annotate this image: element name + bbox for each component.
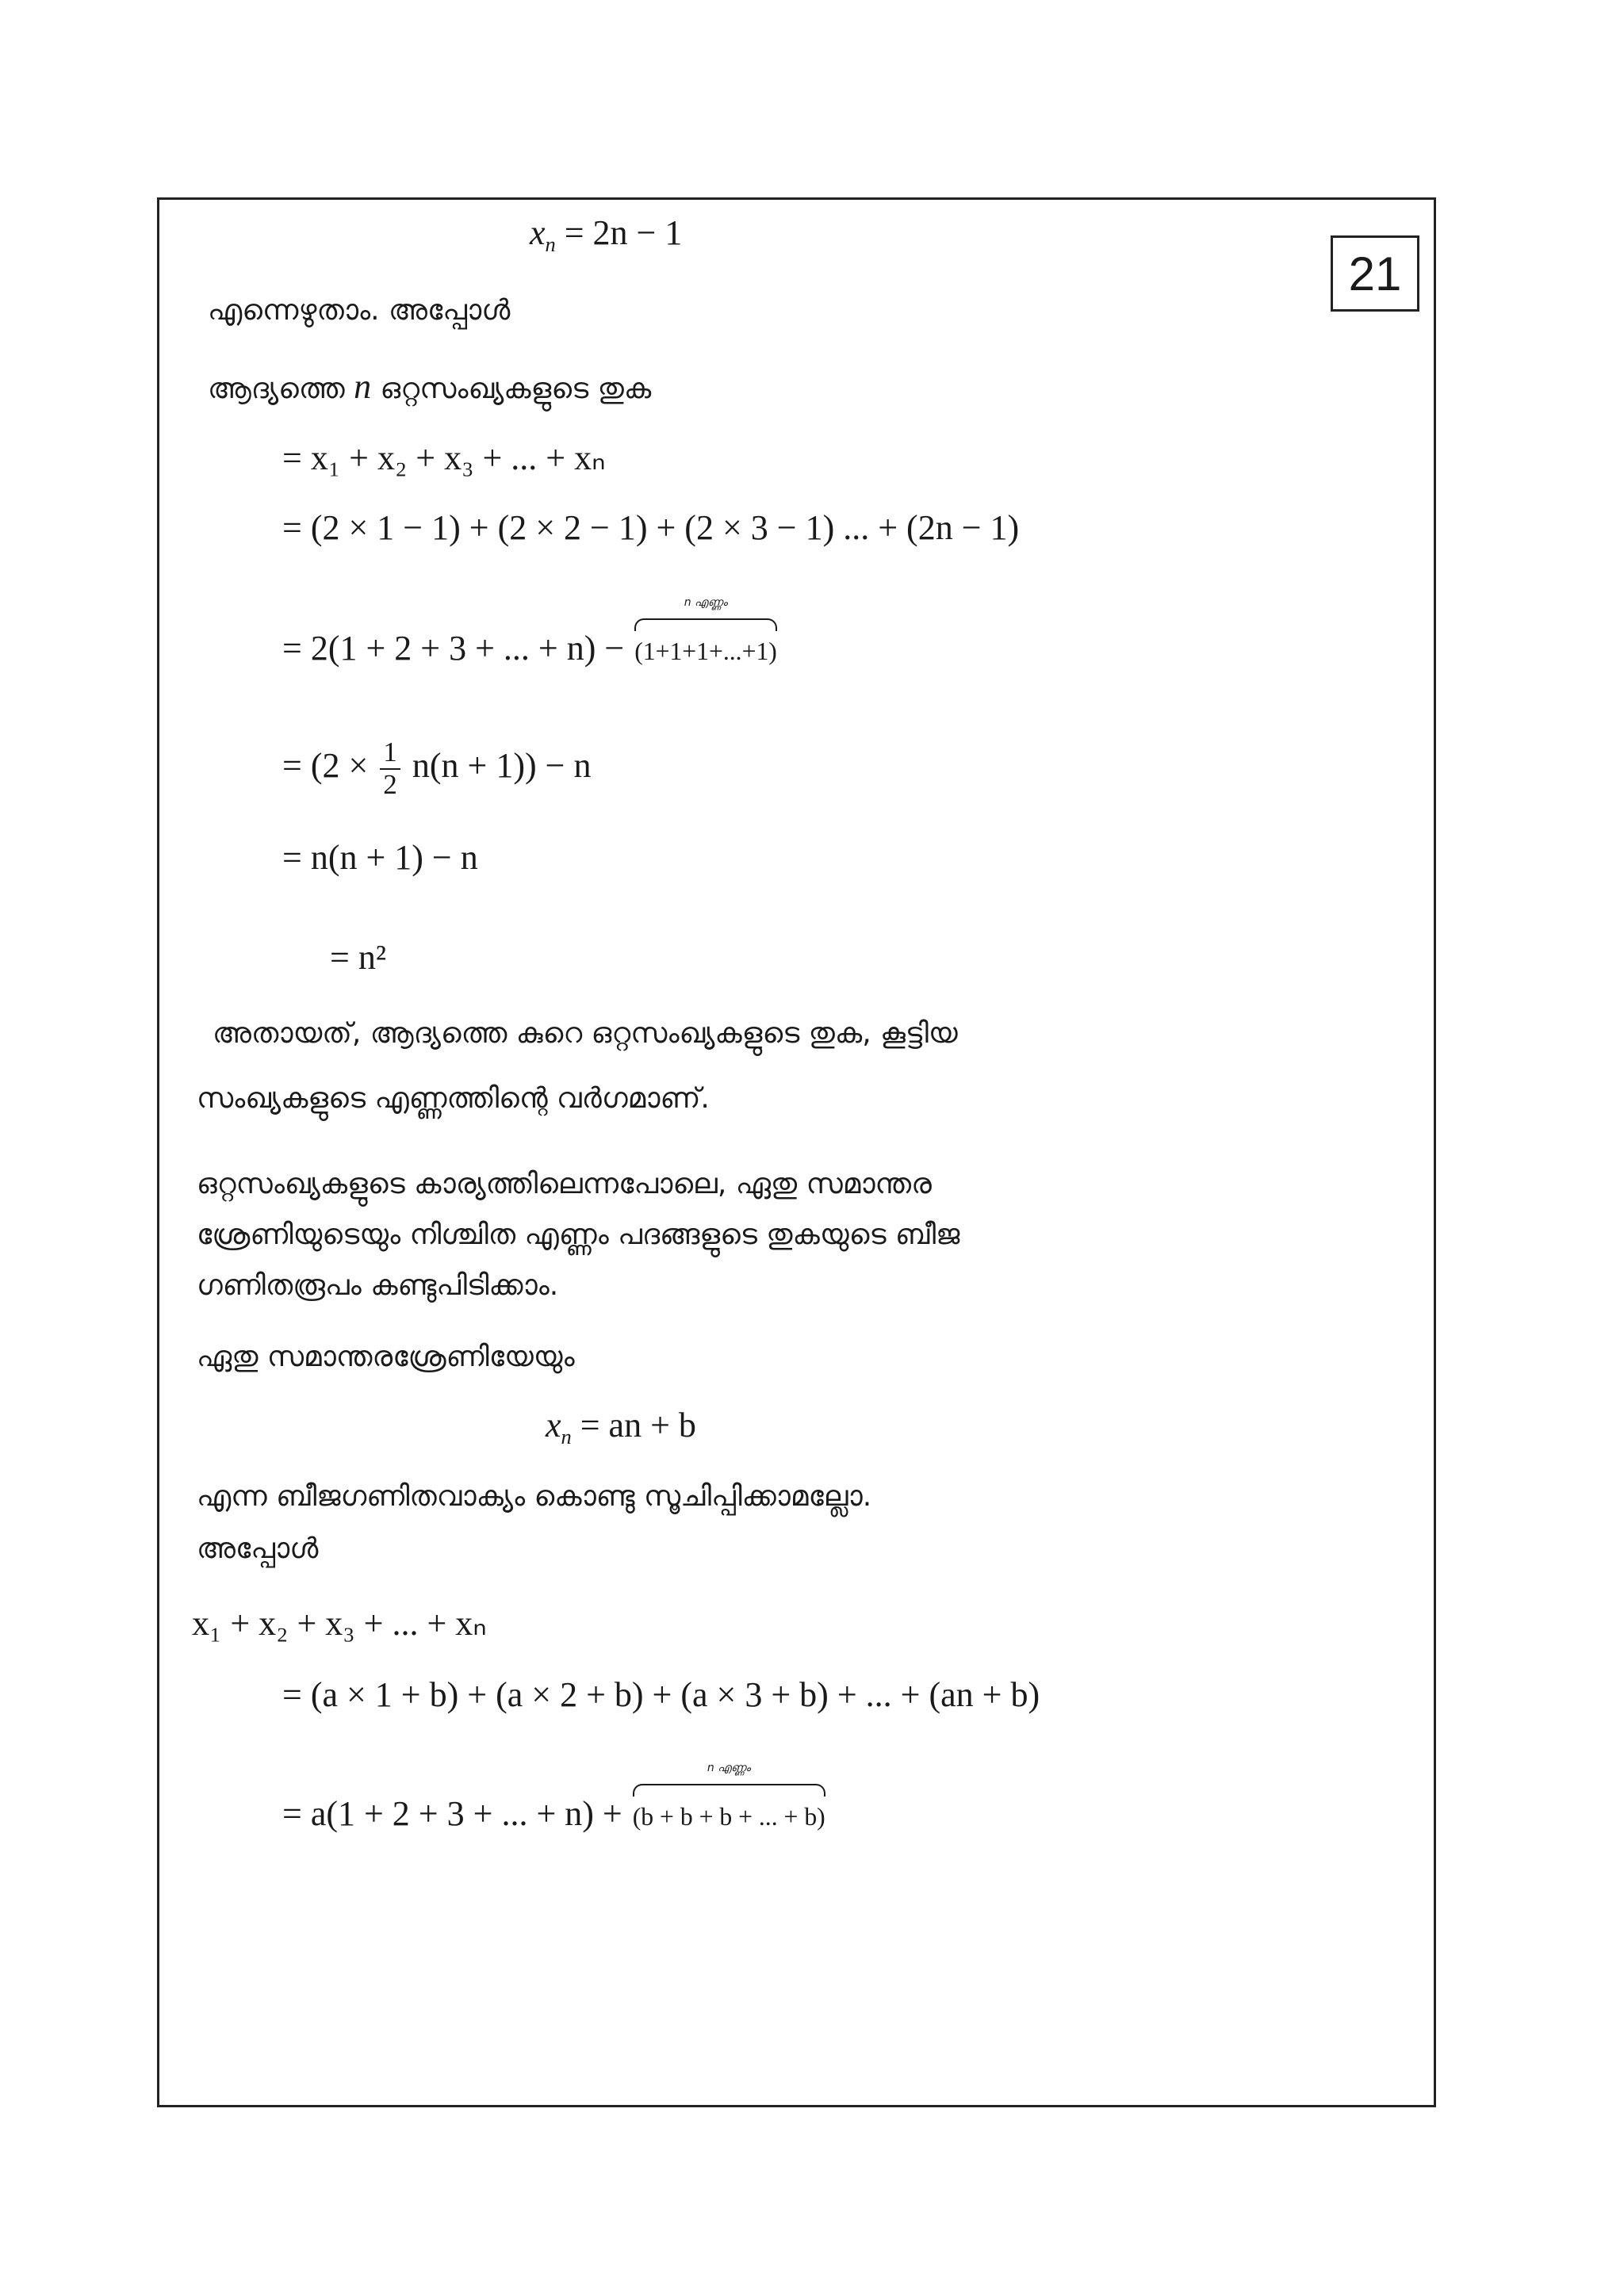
equation-expanded-general: = (a × 1 + b) + (a × 2 + b) + (a × 3 + b) + ... + (an + b) — [282, 1675, 1040, 1714]
text-line: എന്നെഴുതാം. അപ്പോൾ — [208, 294, 511, 327]
eq1-rhs: = 2n − 1 — [564, 213, 683, 252]
text-line: അപ്പോൾ — [197, 1533, 319, 1565]
brace-line — [634, 618, 777, 631]
equation-simplified: = n(n + 1) − n — [282, 838, 478, 877]
equation-sum-terms: = x₁ + x₂ + x₃ + ... + xₙ — [282, 438, 606, 477]
text-line — [208, 366, 651, 408]
fraction-half — [380, 737, 400, 800]
eq8-lhs: x — [546, 1406, 561, 1445]
eq1-sub: n — [545, 232, 556, 257]
text-line: ശ്രേണിയുടെയും നിശ്ചിത എണ്ണം പദങ്ങളുടെ തുകയുടെ ബീജ — [197, 1219, 960, 1251]
equation-expanded: = (2 × 1 − 1) + (2 × 2 − 1) + (2 × 3 − 1) ... + (2n − 1) — [282, 508, 1020, 547]
equation-split — [282, 596, 779, 670]
text-line: അതായത്, ആദ്യത്തെ കുറെ ഒറ്റസംഖ്യകളുടെ തുക, കൂട്ടിയ — [213, 1017, 958, 1050]
fraction-denominator: 2 — [383, 768, 397, 800]
equation-fraction — [282, 737, 591, 800]
brace-label: n എണ്ണം — [684, 596, 728, 609]
eq5-lead: = (2 × — [282, 745, 369, 785]
eq1-lhs: x — [530, 213, 546, 252]
text-line: ഒറ്റസംഖ്യകളുടെ കാര്യത്തിലെന്നപോലെ, ഏതു സമാന്തര — [197, 1168, 932, 1200]
overbrace-group — [631, 1762, 827, 1835]
eq11-group: (b + b + b + ... + b) — [632, 1803, 825, 1831]
eq11-lead: = a(1 + 2 + 3 + ... + n) + — [282, 1794, 622, 1833]
brace-line — [633, 1784, 825, 1797]
equation-sum-general: x₁ + x₂ + x₃ + ... + xₙ — [192, 1604, 487, 1643]
overbrace-group — [633, 596, 779, 670]
inline-variable: n — [354, 367, 372, 406]
eq4-lead: = 2(1 + 2 + 3 + ... + n) − — [282, 629, 625, 668]
equation-split-general — [282, 1762, 827, 1835]
text-segment: ഒറ്റസംഖ്യകളുടെ തുക — [380, 373, 652, 405]
eq5-tail: n(n + 1)) − n — [412, 745, 592, 785]
equation-xn-general — [546, 1405, 696, 1450]
eq4-group: (1+1+1+...+1) — [634, 637, 777, 665]
text-line: ഏതു സമാന്തരശ്രേണിയേയും — [197, 1341, 575, 1373]
equation-result: = n² — [330, 938, 387, 977]
equation-xn-odd — [530, 212, 682, 258]
page-number: 21 — [1331, 235, 1419, 312]
fraction-numerator: 1 — [380, 737, 400, 770]
brace-label: n എണ്ണം — [707, 1762, 751, 1774]
eq8-rhs: = an + b — [580, 1406, 696, 1445]
text-segment: ആദ്യത്തെ — [208, 373, 345, 405]
text-line: എന്ന ബീജഗണിതവാക്യം കൊണ്ടു സൂചിപ്പിക്കാമല്ലോ. — [197, 1480, 872, 1513]
text-line: സംഖ്യകളുടെ എണ്ണത്തിന്റെ വർഗമാണ്. — [197, 1082, 710, 1115]
eq8-sub: n — [561, 1425, 572, 1449]
text-line: ഗണിതരൂപം കണ്ടുപിടിക്കാം. — [197, 1269, 559, 1302]
